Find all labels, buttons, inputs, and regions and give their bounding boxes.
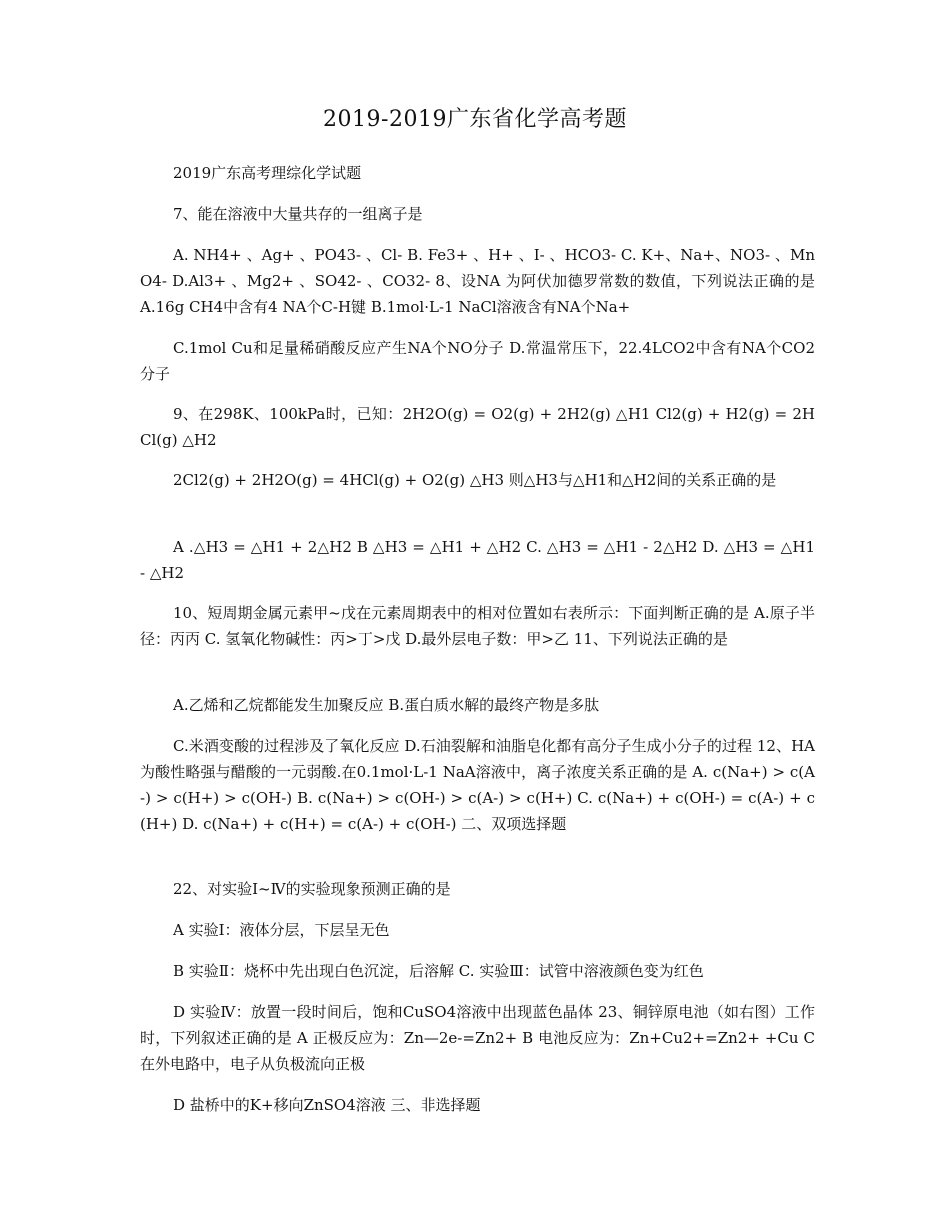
paragraph-question-10-11: 10、短周期金属元素甲~戊在元素周期表中的相对位置如右表所示：下面判断正确的是 A.原子半径：丙丙 C. 氢氧化物碱性：丙>丁>戊 D.最外层电子数：甲>乙 11、下列说法正确的是 bbox=[140, 604, 815, 648]
paragraph-q22-option-a: A 实验Ⅰ：液体分层，下层呈无色 bbox=[173, 921, 390, 939]
paragraph-exam-heading: 2019广东高考理综化学试题 bbox=[173, 164, 362, 182]
page-title: 2019-2019广东省化学高考题 bbox=[323, 107, 627, 132]
paragraph-q7-options-q8: A. NH4+ 、Ag+ 、PO43- 、Cl- B. Fe3+ 、H+ 、I- 、HCO3- C. K+、Na+、NO3- 、MnO4- D.Al3+ 、Mg2+ 、SO42- 、CO32- 8、设NA 为阿伏加德罗常数的数值，下列说法正确的是 A.16g CH4中含有4 NA个C-H键 B.1mol·L-1 NaCl溶液含有NA个Na+ bbox=[140, 246, 815, 316]
paragraph-q11-options-cd-q12: C.米酒变酸的过程涉及了氧化反应 D.石油裂解和油脂皂化都有高分子生成小分子的过程 12、HA为酸性略强与醋酸的一元弱酸.在0.1mol·L-1 NaA溶液中，离子浓度关系正确的是 A. c(Na+) > c(A-) > c(H+) > c(OH-) B. c(Na+) > c(OH-) > c(A-) > c(H+) C. c(Na+) + c(OH-) = c(A-) + c(H+) D. c(Na+) + c(H+) = c(A-) + c(OH-) 二、双项选择题 bbox=[140, 737, 815, 833]
paragraph-q22-option-d-q23: D 实验Ⅳ：放置一段时间后，饱和CuSO4溶液中出现蓝色晶体 23、铜锌原电池（如右图）工作时，下列叙述正确的是 A 正极反应为：Zn—2e-=Zn2+ B 电池反应为：Zn+Cu2+=Zn2+ +Cu C 在外电路中，电子从负极流向正极 bbox=[140, 1003, 815, 1073]
paragraph-question-7: 7、能在溶液中大量共存的一组离子是 bbox=[173, 205, 423, 223]
paragraph-q9-reaction-3: 2Cl2(g) + 2H2O(g) = 4HCl(g) + O2(g) △H3 则△H3与△H1和△H2间的关系正确的是 bbox=[173, 471, 777, 489]
paragraph-q23-option-d: D 盐桥中的K+移向ZnSO4溶液 三、非选择题 bbox=[173, 1096, 481, 1114]
paragraph-question-22: 22、对实验Ⅰ~Ⅳ的实验现象预测正确的是 bbox=[173, 880, 451, 898]
paragraph-q22-options-bc: B 实验Ⅱ：烧杯中先出现白色沉淀，后溶解 C. 实验Ⅲ：试管中溶液颜色变为红色 bbox=[173, 962, 704, 980]
paragraph-q9-options: A .△H3 = △H1 + 2△H2 B △H3 = △H1 + △H2 C. △H3 = △H1 - 2△H2 D. △H3 = △H1 - △H2 bbox=[140, 538, 815, 582]
paragraph-question-9: 9、在298K、100kPa时，已知：2H2O(g) = O2(g) + 2H2(g) △H1 Cl2(g) + H2(g) = 2HCl(g) △H2 bbox=[140, 405, 815, 449]
paragraph-q8-options-cd: C.1mol Cu和足量稀硝酸反应产生NA个NO分子 D.常温常压下，22.4LCO2中含有NA个CO2分子 bbox=[140, 339, 815, 383]
paragraph-q11-options-ab: A.乙烯和乙烷都能发生加聚反应 B.蛋白质水解的最终产物是多肽 bbox=[173, 696, 600, 714]
